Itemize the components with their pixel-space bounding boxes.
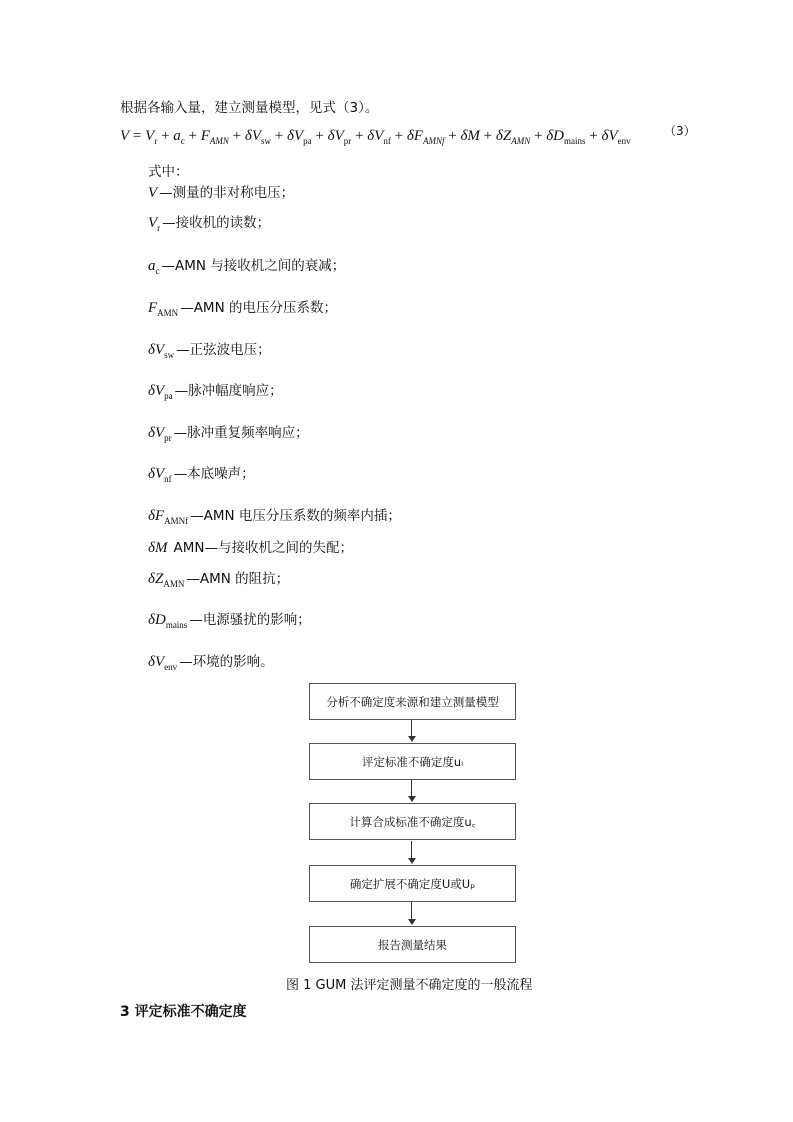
flow-step-standard-uncertainty: 评定标准不确定度uᵢ xyxy=(309,743,516,780)
flow-arrow xyxy=(411,720,412,737)
symbol-dVpr: $\delta V_{pr}$ xyxy=(148,425,172,443)
flow-step-analyze: 分析不确定度来源和建立测量模型 xyxy=(309,683,516,720)
arrowhead-icon xyxy=(408,919,416,925)
arrowhead-icon xyxy=(408,796,416,802)
definition-item: V —测量的非对称电压； xyxy=(148,185,295,201)
equation-number: （3） xyxy=(664,124,696,138)
definition-item: $\delta V_{pa}$ —脉冲幅度响应； xyxy=(148,383,283,401)
arrowhead-icon xyxy=(408,736,416,742)
symbol-dVpa: $\delta V_{pa}$ xyxy=(148,383,173,401)
definition-item: $\delta Z_{AMN}$ —AMN 的阻抗； xyxy=(148,571,290,589)
section-heading: 3 评定标准不确定度 xyxy=(120,1004,247,1020)
flow-step-combined-uncertainty: 计算合成标准不确定度u꜀ xyxy=(309,803,516,840)
symbol-ac: $a_c$ xyxy=(148,258,160,276)
measurement-model-equation: $V = V_r + a_c + F_{AMN} + \delta V_{sw} + \delta V_{pa} + \delta V_{pr} + \delta V_{nf} + \delta F_{AMNf} + \delta M + \delta Z_{AMN} + \delta D_{mains} + \delta V_{env}$ xyxy=(120,128,631,146)
definition-item: $\delta V_{env}$ —环境的影响。 xyxy=(148,654,274,672)
definition-item: $a_c$ —AMN 与接收机之间的衰减； xyxy=(148,258,346,276)
flow-arrow xyxy=(411,841,412,859)
definition-item: $F_{AMN}$ —AMN 的电压分压系数； xyxy=(148,300,337,318)
symbol-dDmains: $\delta D_{mains}$ xyxy=(148,612,188,630)
symbol-V: V xyxy=(148,185,158,201)
definition-item: $\delta V_{nf}$ —本底噪声； xyxy=(148,466,255,484)
symbol-dFAMNf: $\delta F_{AMNf}$ xyxy=(148,508,189,526)
symbol-dM: δM xyxy=(148,540,168,556)
definition-item: δM AMN—与接收机之间的失配； xyxy=(148,540,353,556)
definition-item: $\delta F_{AMNf}$ —AMN 电压分压系数的频率内插； xyxy=(148,508,401,526)
symbol-dVenv: $\delta V_{env}$ xyxy=(148,654,178,672)
symbol-dVnf: $\delta V_{nf}$ xyxy=(148,466,172,484)
where-label: 式中： xyxy=(148,164,189,180)
figure-caption: 图 1 GUM 法评定测量不确定度的一般流程 xyxy=(286,978,533,993)
symbol-Vr: $V_r$ xyxy=(148,215,161,233)
flow-step-expanded-uncertainty: 确定扩展不确定度U或Uₚ xyxy=(309,865,516,902)
flow-step-report: 报告测量结果 xyxy=(309,926,516,963)
symbol-dZAMN: $\delta Z_{AMN}$ xyxy=(148,571,185,589)
intro-paragraph: 根据各输入量，建立测量模型，见式（3）。 xyxy=(120,100,379,116)
definition-item: $\delta V_{sw}$ —正弦波电压； xyxy=(148,342,271,360)
definition-item: $\delta D_{mains}$ —电源骚扰的影响； xyxy=(148,612,311,630)
definition-item: $V_r$ —接收机的读数； xyxy=(148,215,271,233)
flow-arrow xyxy=(411,902,412,920)
symbol-dVsw: $\delta V_{sw}$ xyxy=(148,342,175,360)
flow-arrow xyxy=(411,780,412,797)
symbol-FAMN: $F_{AMN}$ xyxy=(148,300,179,318)
definition-item: $\delta V_{pr}$ —脉冲重复频率响应； xyxy=(148,425,309,443)
arrowhead-icon xyxy=(408,858,416,864)
